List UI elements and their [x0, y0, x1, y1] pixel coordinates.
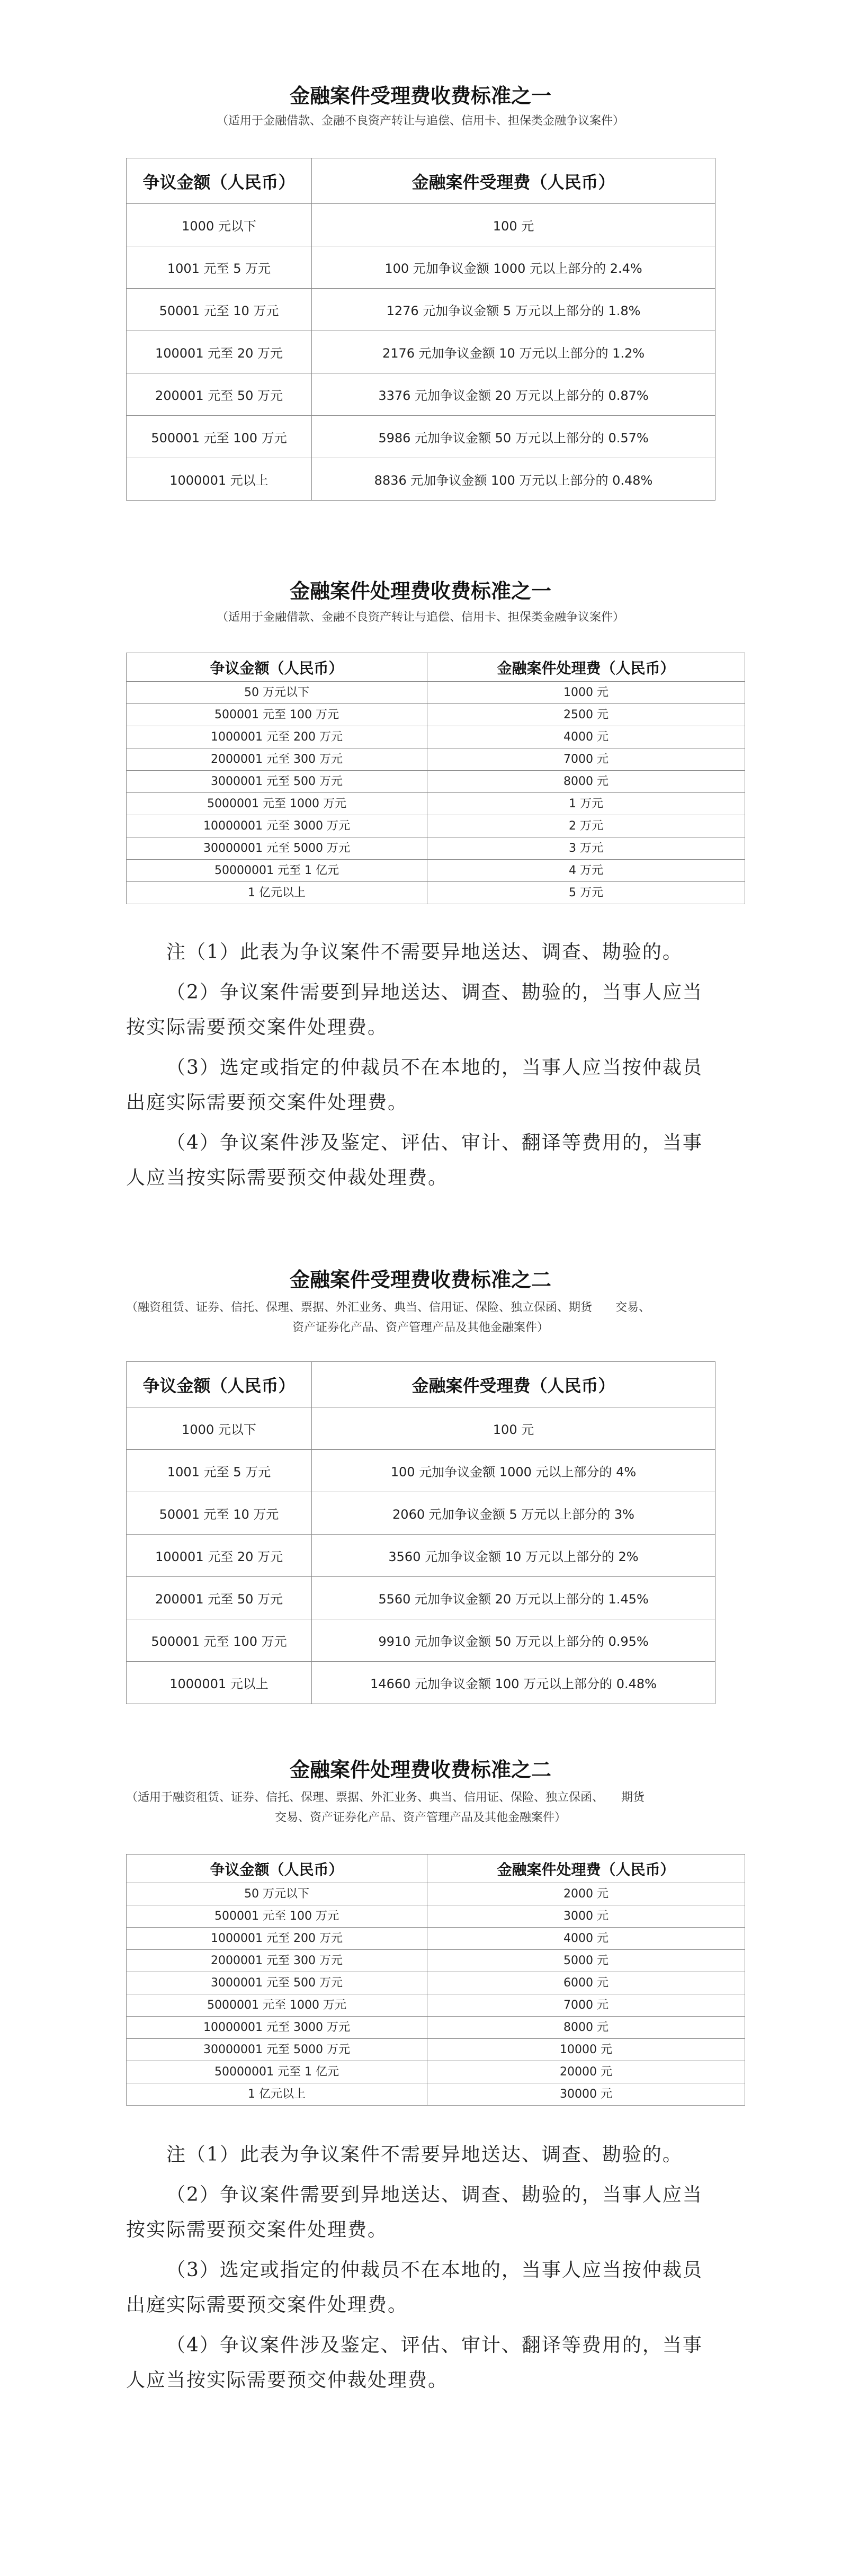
table-row: [127, 1883, 745, 1905]
table-row: [127, 860, 745, 882]
section2-table: [126, 653, 745, 904]
column-header: 金融案件处理费（人民币）: [427, 653, 745, 682]
fee-cell: 100 元: [312, 204, 715, 246]
table-row: [127, 726, 745, 748]
table-row: [127, 771, 745, 793]
fee-cell: 20000 元: [427, 2061, 745, 2083]
fee-cell: 1000 元: [427, 682, 745, 704]
table-row: [127, 458, 715, 501]
note1-1: 注（1）此表为争议案件不需要异地送达、调查、勘验的。: [166, 941, 683, 963]
fee-cell: 14660 元加争议金额 100 万元以上部分的 0.48%: [312, 1662, 715, 1704]
fee-cell: 8000 元: [427, 2017, 745, 2039]
note2-3: （3）选定或指定的仲裁员不在本地的，当事人应当按仲裁员出庭实际需要预交案件处理费。: [126, 2259, 703, 2316]
fee-cell: 4 万元: [427, 860, 745, 882]
amount-cell: 50001 元至 10 万元: [127, 289, 312, 331]
column-header: 争议金额（人民币）: [127, 653, 427, 682]
column-header: 金融案件受理费（人民币）: [312, 158, 715, 204]
table-row: [127, 373, 715, 416]
amount-cell: 50 万元以下: [127, 682, 427, 704]
fee-cell: 5560 元加争议金额 20 万元以上部分的 1.45%: [312, 1577, 715, 1619]
amount-cell: 3000001 元至 500 万元: [127, 1972, 427, 1994]
table-row: [127, 204, 715, 246]
table-row: [127, 246, 715, 289]
table-row: [127, 882, 745, 904]
section4-subtitle-2: 交易、资产证券化产品、资产管理产品及其他金融案件）: [274, 1811, 566, 1824]
fee-cell: 3 万元: [427, 837, 745, 860]
section3-subtitle-2: 资产证券化产品、资产管理产品及其他金融案件）: [292, 1321, 549, 1334]
fee-cell: 7000 元: [427, 1994, 745, 2017]
amount-cell: 500001 元至 100 万元: [127, 416, 312, 458]
amount-cell: 10000001 元至 3000 万元: [127, 815, 427, 837]
section4-subtitle-1: （适用于融资租赁、证券、信托、保理、票据、外汇业务、典当、信用证、保险、独立保函、 期货: [126, 1791, 645, 1804]
fee-cell: 100 元: [312, 1407, 715, 1450]
fee-cell: 2060 元加争议金额 5 万元以上部分的 3%: [312, 1492, 715, 1535]
note1-4: （4）争议案件涉及鉴定、评估、审计、翻译等费用的，当事人应当按实际需要预交仲裁处理费。: [126, 1132, 703, 1189]
amount-cell: 1000001 元以上: [127, 1662, 312, 1704]
fee-cell: 5000 元: [427, 1950, 745, 1972]
fee-cell: 2 万元: [427, 815, 745, 837]
table-row: [127, 815, 745, 837]
table-header-row: [127, 1855, 745, 1883]
amount-cell: 200001 元至 50 万元: [127, 373, 312, 416]
fee-cell: 8836 元加争议金额 100 万元以上部分的 0.48%: [312, 458, 715, 501]
amount-cell: 1000001 元至 200 万元: [127, 726, 427, 748]
fee-cell: 2176 元加争议金额 10 万元以上部分的 1.2%: [312, 331, 715, 373]
amount-cell: 30000001 元至 5000 万元: [127, 837, 427, 860]
amount-cell: 1000 元以下: [127, 1407, 312, 1450]
table-row: [127, 331, 715, 373]
column-header: 金融案件受理费（人民币）: [312, 1362, 715, 1407]
fee-cell: 5 万元: [427, 882, 745, 904]
section3-subtitle-1: （融资租赁、证券、信托、保理、票据、外汇业务、典当、信用证、保险、独立保函、期货 交易、: [126, 1301, 651, 1314]
fee-cell: 4000 元: [427, 1928, 745, 1950]
amount-cell: 50000001 元至 1 亿元: [127, 2061, 427, 2083]
section1-subtitle: （适用于金融借款、金融不良资产转让与追偿、信用卡、担保类金融争议案件）: [216, 114, 624, 128]
table-row: [127, 1407, 715, 1450]
amount-cell: 1000 元以下: [127, 204, 312, 246]
fee-cell: 1276 元加争议金额 5 万元以上部分的 1.8%: [312, 289, 715, 331]
table-row: [127, 1492, 715, 1535]
fee-cell: 30000 元: [427, 2083, 745, 2106]
section3-table: [126, 1361, 715, 1704]
amount-cell: 500001 元至 100 万元: [127, 704, 427, 726]
note1-2: （2）争议案件需要到异地送达、调查、勘验的，当事人应当按实际需要预交案件处理费。: [126, 982, 703, 1038]
note1-3: （3）选定或指定的仲裁员不在本地的，当事人应当按仲裁员出庭实际需要预交案件处理费。: [126, 1057, 703, 1113]
amount-cell: 2000001 元至 300 万元: [127, 748, 427, 771]
amount-cell: 50 万元以下: [127, 1883, 427, 1905]
amount-cell: 100001 元至 20 万元: [127, 1535, 312, 1577]
amount-cell: 1 亿元以上: [127, 882, 427, 904]
note2-4: （4）争议案件涉及鉴定、评估、审计、翻译等费用的，当事人应当按实际需要预交仲裁处理费。: [126, 2334, 703, 2391]
table-row: [127, 704, 745, 726]
amount-cell: 1000001 元至 200 万元: [127, 1928, 427, 1950]
amount-cell: 5000001 元至 1000 万元: [127, 793, 427, 815]
table-row: [127, 748, 745, 771]
amount-cell: 200001 元至 50 万元: [127, 1577, 312, 1619]
table-header-row: [127, 1362, 715, 1407]
table-row: [127, 1994, 745, 2017]
fee-cell: 10000 元: [427, 2039, 745, 2061]
table-row: [127, 2039, 745, 2061]
fee-cell: 100 元加争议金额 1000 元以上部分的 4%: [312, 1450, 715, 1492]
fee-cell: 2500 元: [427, 704, 745, 726]
table-row: [127, 1972, 745, 1994]
column-header: 金融案件处理费（人民币）: [427, 1855, 745, 1883]
table-row: [127, 1619, 715, 1662]
table-row: [127, 1662, 715, 1704]
fee-cell: 4000 元: [427, 726, 745, 748]
amount-cell: 500001 元至 100 万元: [127, 1619, 312, 1662]
amount-cell: 2000001 元至 300 万元: [127, 1950, 427, 1972]
section4-title: 金融案件处理费收费标准之二: [289, 1758, 551, 1781]
column-header: 争议金额（人民币）: [127, 158, 312, 204]
amount-cell: 1001 元至 5 万元: [127, 1450, 312, 1492]
section4-table: [126, 1854, 745, 2106]
table-row: [127, 2061, 745, 2083]
section1-title: 金融案件受理费收费标准之一: [289, 84, 551, 108]
amount-cell: 1 亿元以上: [127, 2083, 427, 2106]
table-row: [127, 682, 745, 704]
fee-cell: 100 元加争议金额 1000 元以上部分的 2.4%: [312, 246, 715, 289]
table-row: [127, 1950, 745, 1972]
table-row: [127, 2083, 745, 2106]
fee-cell: 6000 元: [427, 1972, 745, 1994]
amount-cell: 10000001 元至 3000 万元: [127, 2017, 427, 2039]
amount-cell: 1001 元至 5 万元: [127, 246, 312, 289]
table-row: [127, 1450, 715, 1492]
table-header-row: [127, 653, 745, 682]
amount-cell: 50000001 元至 1 亿元: [127, 860, 427, 882]
amount-cell: 100001 元至 20 万元: [127, 331, 312, 373]
table-row: [127, 1905, 745, 1928]
section2-title: 金融案件处理费收费标准之一: [289, 579, 551, 603]
table-row: [127, 837, 745, 860]
section2-subtitle: （适用于金融借款、金融不良资产转让与追偿、信用卡、担保类金融争议案件）: [216, 611, 624, 624]
fee-cell: 3560 元加争议金额 10 万元以上部分的 2%: [312, 1535, 715, 1577]
fee-cell: 2000 元: [427, 1883, 745, 1905]
amount-cell: 50001 元至 10 万元: [127, 1492, 312, 1535]
amount-cell: 30000001 元至 5000 万元: [127, 2039, 427, 2061]
amount-cell: 5000001 元至 1000 万元: [127, 1994, 427, 2017]
table-row: [127, 793, 745, 815]
fee-cell: 9910 元加争议金额 50 万元以上部分的 0.95%: [312, 1619, 715, 1662]
fee-cell: 3000 元: [427, 1905, 745, 1928]
table-row: [127, 1535, 715, 1577]
section1-table: [126, 158, 715, 501]
notes1: [126, 935, 709, 1196]
amount-cell: 3000001 元至 500 万元: [127, 771, 427, 793]
fee-cell: 1 万元: [427, 793, 745, 815]
fee-cell: 3376 元加争议金额 20 万元以上部分的 0.87%: [312, 373, 715, 416]
table-row: [127, 1577, 715, 1619]
fee-cell: 5986 元加争议金额 50 万元以上部分的 0.57%: [312, 416, 715, 458]
fee-cell: 8000 元: [427, 771, 745, 793]
table-row: [127, 1928, 745, 1950]
fee-cell: 7000 元: [427, 748, 745, 771]
section3-title: 金融案件受理费收费标准之二: [289, 1268, 551, 1291]
amount-cell: 1000001 元以上: [127, 458, 312, 501]
amount-cell: 500001 元至 100 万元: [127, 1905, 427, 1928]
table-row: [127, 289, 715, 331]
table-row: [127, 416, 715, 458]
table-row: [127, 2017, 745, 2039]
note2-2: （2）争议案件需要到异地送达、调查、勘验的，当事人应当按实际需要预交案件处理费。: [126, 2184, 703, 2241]
notes2: [126, 2137, 709, 2398]
column-header: 争议金额（人民币）: [127, 1362, 312, 1407]
note2-1: 注（1）此表为争议案件不需要异地送达、调查、勘验的。: [166, 2144, 683, 2165]
table-header-row: [127, 158, 715, 204]
column-header: 争议金额（人民币）: [127, 1855, 427, 1883]
